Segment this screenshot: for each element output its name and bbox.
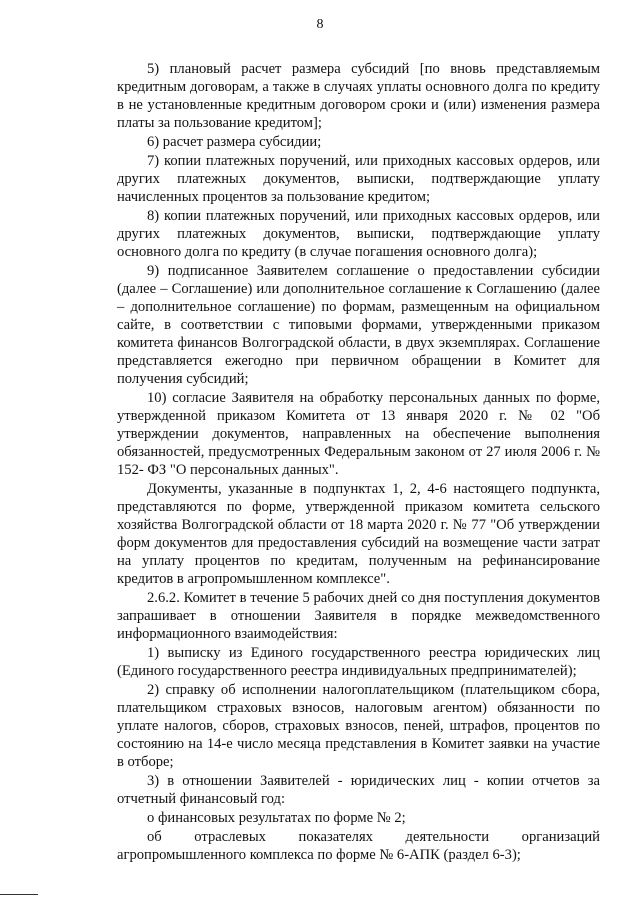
paragraph-request-3: 3) в отношении Заявителей - юридических лиц - копии отчетов за отчетный финансовый год: — [117, 773, 600, 807]
paragraph-request-1: 1) выписку из Единого государственного реестра юридических лиц (Единого государственного реестра индивидуальных предпринимателей); — [117, 645, 600, 679]
paragraph-financial-results: о финансовых результатах по форме № 2; — [147, 810, 406, 826]
paragraph-documents-forms: Документы, указанные в подпунктах 1, 2, 4-6 настоящего подпункта, представляются по форме, утвержденной приказом комитета сельского хозяйства Волгоградской области от 18 марта 2020 г. № 77 "Об утверждении форм документов для предоставления субсидий на возмещение части затрат на уплату процентов по кредитам, полученным на рефинансирование кредитов в агропромышленном комплексе". — [117, 481, 600, 587]
paragraph-request-2: 2) справку об исполнении налогоплательщиком (плательщиком сбора, плательщиком страховых взносов, налоговым агентом) обязанности по уплате налогов, сборов, страховых взносов, пеней, штрафов, процентов по состоянию на 14-е число месяца представления в Комитет заявки на участие в отборе; — [117, 682, 600, 770]
paragraph-2-6-2: 2.6.2. Комитет в течение 5 рабочих дней со дня поступления документов запрашивает в отношении Заявителя в порядке межведомственного информационного взаимодействия: — [117, 590, 600, 642]
paragraph-item-6: 6) расчет размера субсидии; — [147, 134, 322, 150]
paragraph-item-8: 8) копии платежных поручений, или приходных кассовых ордеров, или других платежных документов, выписки, подтверждающие уплату основного долга по кредиту (в случае погашения основного долга); — [117, 208, 600, 260]
paragraph-item-7: 7) копии платежных поручений, или приходных кассовых ордеров, или других платежных документов, выписки, подтверждающие уплату начисленных процентов за пользование кредитом; — [117, 153, 600, 205]
page-number: 8 — [316, 17, 324, 32]
document-body — [117, 60, 600, 864]
paragraph-item-9: 9) подписанное Заявителем соглашение о предоставлении субсидии (далее – Соглашение) или дополнительное соглашение к Соглашению (далее – дополнительное соглашение) по формам, размещенным на официальном сайте, в соответствии с типовыми формами, утвержденными приказом комитета финансов Волгоградской области, в двух экземплярах. Соглашение представляется ежегодно при первичном обращении в Комитет для получения субсидий; — [117, 263, 600, 387]
footer-rule — [0, 894, 38, 895]
paragraph-item-10: 10) согласие Заявителя на обработку персональных данных по форме, утвержденной приказом Комитета от 13 января 2020 г. № 02 "Об утверждении документов, направленных на обеспечение выполнения обязанностей, предусмотренных Федеральным законом от 27 июля 2006 г. № 152- ФЗ "О персональных данных". — [117, 390, 600, 478]
paragraph-item-5: 5) плановый расчет размера субсидий [по вновь представляемым кредитным договорам, а также в случаях уплаты основного долга по кредиту в не установленные кредитным договором сроки и (или) изменения размера платы за пользование кредитом]; — [117, 61, 600, 131]
paragraph-industry-indicators: об отраслевых показателях деятельности организаций агропромышленного комплекса по форме № 6-АПК (раздел 6-3); — [117, 829, 600, 863]
